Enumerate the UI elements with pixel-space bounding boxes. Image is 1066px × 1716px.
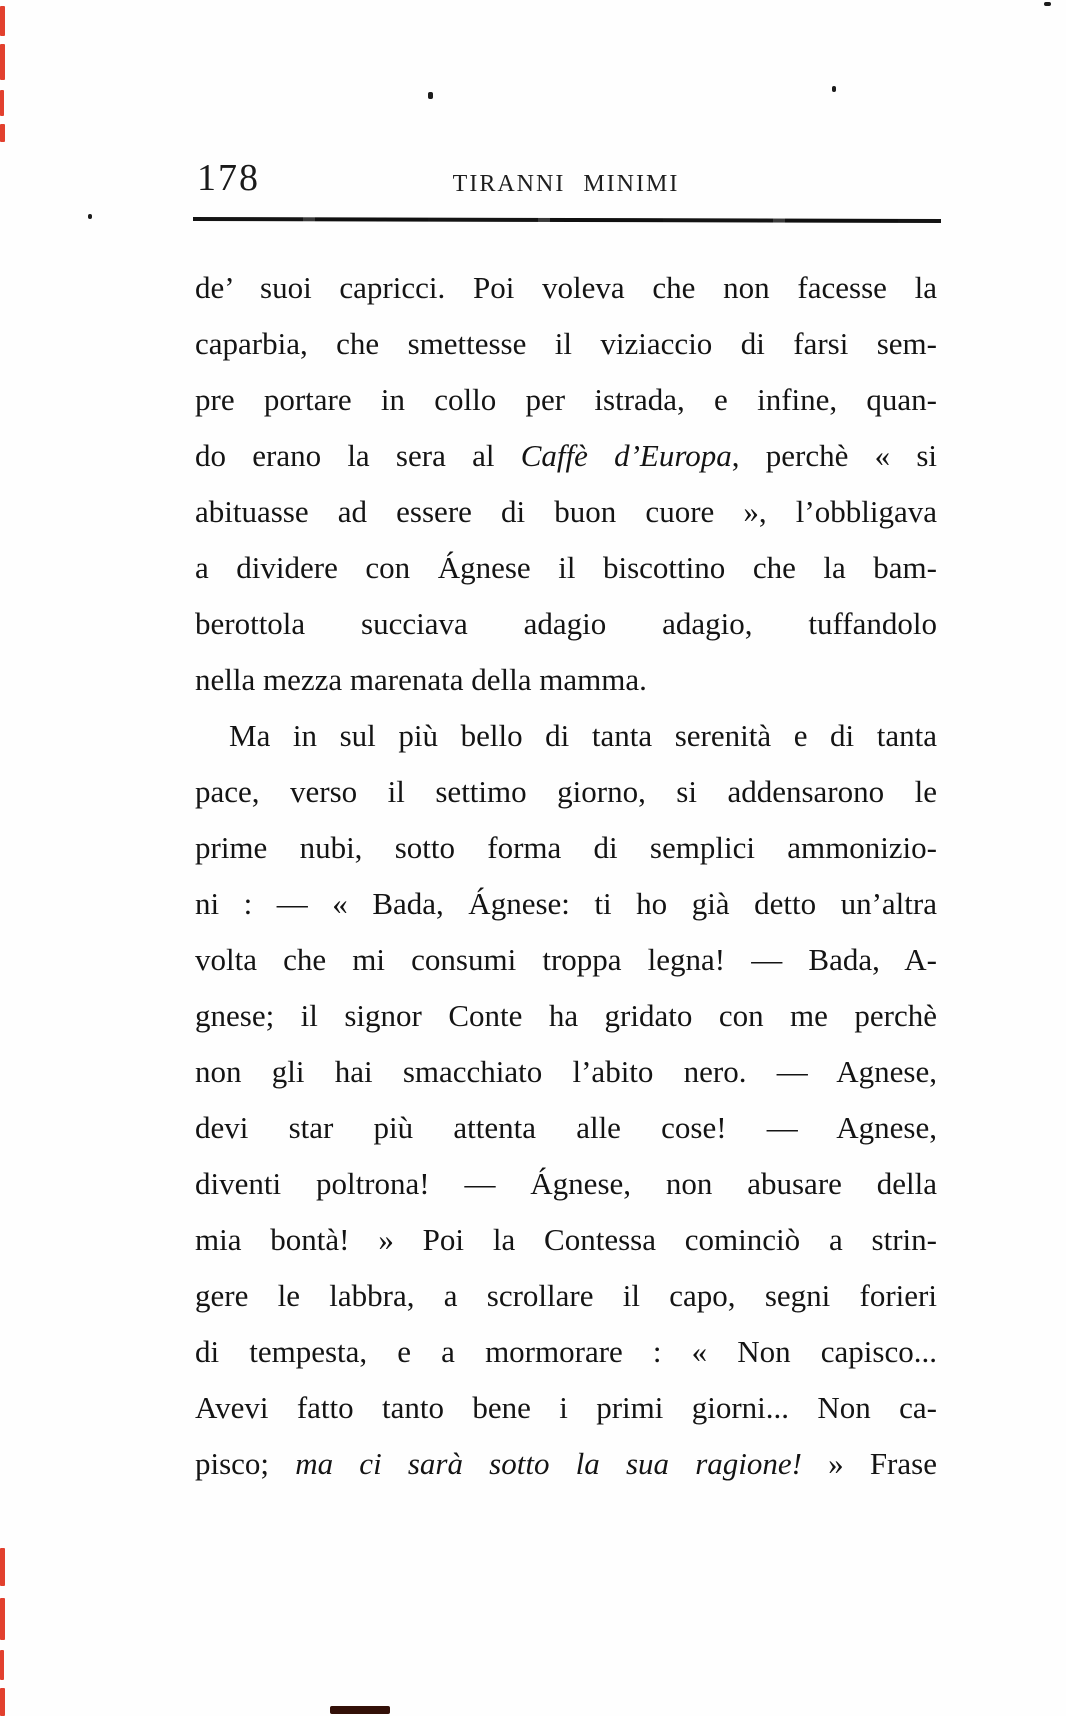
ink-speck — [428, 92, 433, 99]
text-line — [195, 316, 937, 372]
text-line — [195, 1044, 937, 1100]
page-header — [195, 148, 937, 202]
text-segment: di tempesta, e a mormorare : « Non capisco... — [195, 1334, 937, 1369]
ink-speck — [88, 214, 92, 219]
paragraph — [195, 708, 937, 1492]
italic-text: Caffè d’Europa — [520, 438, 732, 473]
paragraph — [195, 260, 937, 708]
text-segment: , perchè « si — [731, 438, 937, 473]
text-line — [195, 764, 937, 820]
text-line — [195, 820, 937, 876]
red-edge-mark — [0, 1598, 5, 1640]
text-segment: ni : — « Bada, Ágnese: ti ho già detto un’altra — [195, 886, 937, 921]
red-edge-mark — [0, 1650, 4, 1680]
text-segment: abituasse ad essere di buon cuore », l’obbligava — [195, 494, 937, 529]
text-segment: mia bontà! » Poi la Contessa cominciò a strin- — [195, 1222, 937, 1257]
red-edge-mark — [0, 44, 5, 80]
running-title: TIRANNI MINIMI — [452, 171, 680, 197]
text-segment: non gli hai smacchiato l’abito nero. — Agnese, — [195, 1054, 937, 1089]
text-segment: » Frase — [801, 1446, 937, 1481]
text-line — [195, 428, 937, 484]
ink-speck — [832, 86, 836, 92]
red-edge-mark — [0, 6, 5, 36]
text-segment: gere le labbra, a scrollare il capo, segni forieri — [195, 1278, 937, 1313]
text-line — [195, 1212, 937, 1268]
ink-speck — [1044, 2, 1051, 6]
text-segment: volta che mi consumi troppa legna! — Bada, A- — [195, 942, 937, 977]
text-line — [195, 876, 937, 932]
text-line — [195, 988, 937, 1044]
text-segment: prime nubi, sotto forma di semplici ammonizio- — [195, 830, 937, 865]
text-segment: Avevi fatto tanto bene i primi giorni... Non ca- — [195, 1390, 937, 1425]
italic-text: ma ci sarà sotto la sua ragione! — [295, 1446, 802, 1481]
text-line — [195, 1380, 937, 1436]
text-segment: a dividere con Ágnese il biscottino che la bam- — [195, 550, 937, 585]
text-segment: caparbia, che smettesse il viziaccio di farsi sem- — [195, 326, 937, 361]
ink-speck — [330, 1706, 390, 1714]
text-segment: pre portare in collo per istrada, e infine, quan- — [195, 382, 937, 417]
text-segment: do erano la sera al — [195, 438, 521, 473]
red-edge-mark — [0, 124, 5, 142]
text-segment: nella mezza marenata della mamma. — [195, 662, 647, 697]
red-edge-mark — [0, 1688, 5, 1716]
text-segment: devi star più attenta alle cose! — Agnese, — [195, 1110, 937, 1145]
page-number: 178 — [197, 157, 260, 199]
text-line — [195, 1436, 937, 1492]
text-segment: Ma in sul più bello di tanta serenità e di tanta — [229, 718, 937, 753]
text-line — [195, 372, 937, 428]
text-line — [195, 1100, 937, 1156]
text-line — [195, 540, 937, 596]
text-line — [195, 1156, 937, 1212]
text-segment: gnese; il signor Conte ha gridato con me perchè — [195, 998, 937, 1033]
text-line — [195, 596, 937, 652]
text-segment: de’ suoi capricci. Poi voleva che non facesse la — [195, 270, 937, 305]
header-rule — [193, 217, 941, 223]
text-line — [195, 260, 937, 316]
red-edge-mark — [0, 1548, 5, 1586]
red-edge-mark — [0, 90, 4, 116]
text-line — [195, 1268, 937, 1324]
text-line — [195, 652, 937, 708]
text-line — [195, 1324, 937, 1380]
text-line — [195, 484, 937, 540]
text-segment: pisco; — [195, 1446, 296, 1481]
text-line — [195, 708, 937, 764]
text-segment: diventi poltrona! — Ágnese, non abusare della — [195, 1166, 937, 1201]
text-segment: pace, verso il settimo giorno, si addensarono le — [195, 774, 937, 809]
text-line — [195, 932, 937, 988]
body-text — [195, 260, 937, 1492]
text-segment: berottola succiava adagio adagio, tuffandolo — [195, 606, 937, 641]
